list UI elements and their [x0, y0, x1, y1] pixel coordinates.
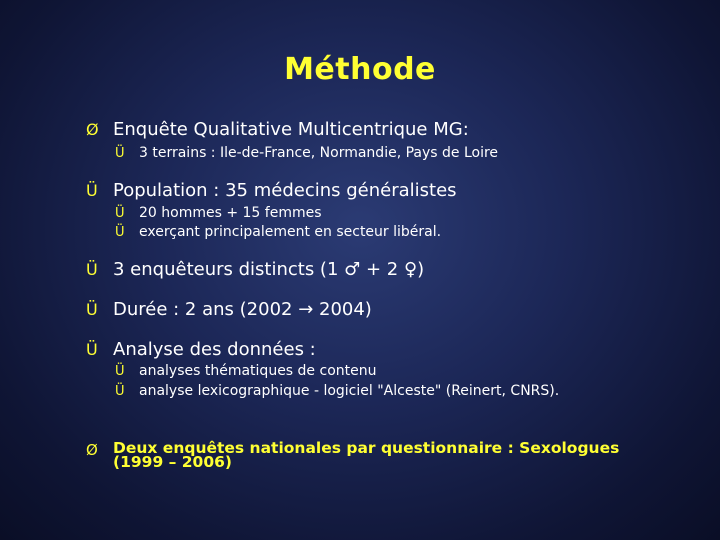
bullet-text: Durée : 2 ans (2002 → 2004): [113, 299, 372, 320]
arrow-bullet-icon: Ü: [115, 384, 125, 399]
arrow-bullet-icon: Ü: [86, 300, 98, 319]
bullet-analyse: [86, 339, 316, 360]
arrow-bullet-icon: Ü: [115, 206, 125, 221]
bullet-enquete-qualitative: [86, 119, 469, 140]
bullet-text: 3 enquêteurs distincts (1 ♂ + 2 ♀): [113, 259, 425, 280]
arrow-bullet-icon: Ü: [86, 181, 98, 200]
final-bullet-text: [113, 441, 653, 469]
arrow-bullet-icon: Ü: [86, 340, 98, 359]
bullet-enqueteurs: [86, 259, 424, 280]
slide-title: Méthode: [284, 52, 436, 87]
bullet-text: Population : 35 médecins généralistes: [113, 180, 457, 201]
bullet-text: Enquête Qualitative Multicentrique MG:: [113, 119, 469, 140]
sub-bullet-analyses-thematiques: [115, 363, 376, 379]
final-line-2: (1999 – 2006): [113, 453, 232, 471]
bullet-duree: [86, 299, 372, 320]
sub-bullet-text: analyse lexicographique - logiciel "Alceste" (Reinert, CNRS).: [139, 383, 560, 399]
bullet-enquetes-nationales: [86, 441, 653, 469]
sub-bullet-terrains: [115, 145, 498, 161]
sub-bullet-hommes-femmes: [115, 205, 322, 221]
sub-bullet-text: 20 hommes + 15 femmes: [139, 205, 322, 221]
arrow-bullet-icon: Ü: [115, 364, 125, 379]
sub-bullet-analyse-lexicographique: [115, 383, 559, 399]
final-line-1: Deux enquêtes nationales par questionnaire : Sexologues: [113, 439, 620, 457]
arrow-bullet-icon: Ü: [86, 260, 98, 279]
triangle-bullet-icon: Ø: [86, 120, 99, 139]
arrow-bullet-icon: Ü: [115, 225, 125, 240]
sub-bullet-exercant: [115, 224, 441, 240]
sub-bullet-text: 3 terrains : Ile-de-France, Normandie, Pays de Loire: [139, 145, 499, 161]
sub-bullet-text: exerçant principalement en secteur libéral.: [139, 224, 442, 240]
arrow-bullet-icon: Ü: [115, 146, 125, 161]
sub-bullet-text: analyses thématiques de contenu: [139, 363, 377, 379]
bullet-text: Analyse des données :: [113, 339, 316, 360]
bullet-population: [86, 180, 457, 201]
triangle-bullet-icon: Ø: [86, 441, 98, 459]
